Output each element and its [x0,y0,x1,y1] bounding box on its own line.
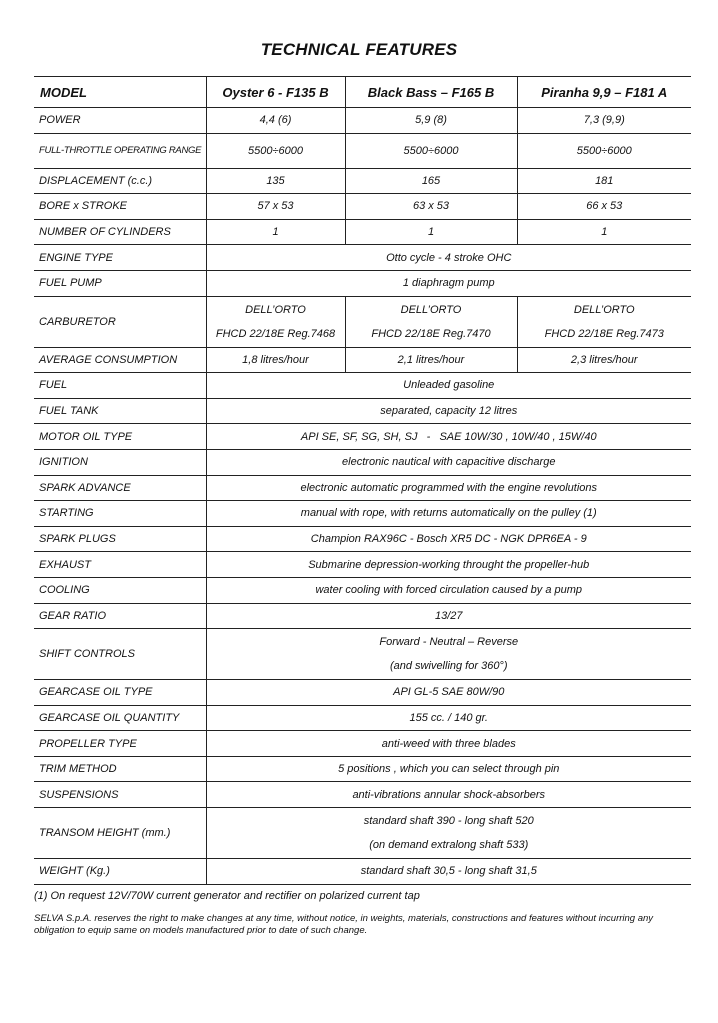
row-label: SPARK PLUGS [34,526,206,552]
row-label: SPARK ADVANCE [34,475,206,501]
row-label: POWER [34,108,206,134]
row-label: FUEL PUMP [34,270,206,296]
row-bore-stroke [34,194,691,220]
row-label: SUSPENSIONS [34,782,206,808]
row-label: GEARCASE OIL TYPE [34,680,206,706]
cell-value: 4,4 (6) [206,108,345,134]
cell-value: water cooling with forced circulation caused by a pump [206,577,691,603]
row-label: TRIM METHOD [34,756,206,782]
cell-value: 5 positions , which you can select through pin [206,756,691,782]
cell-value [206,296,345,347]
cell-value: 155 cc. / 140 gr. [206,705,691,731]
row-starting [34,501,691,527]
row-fuel-tank [34,398,691,424]
cell-value: 63 x 53 [345,194,517,220]
cell-value: 165 [345,168,517,194]
table-header-row [34,77,691,108]
row-transom [34,808,691,859]
cell-line: (and swivelling for 360°) [389,660,508,673]
row-label: BORE x STROKE [34,194,206,220]
cell-value: 5500÷6000 [206,133,345,168]
cell-value [345,296,517,347]
cell-value: Otto cycle - 4 stroke OHC [206,245,691,271]
cell-value: anti-weed with three blades [206,731,691,757]
row-label: FUEL [34,373,206,399]
cell-value: 5500÷6000 [517,133,691,168]
row-displacement [34,168,691,194]
row-label: DISPLACEMENT (c.c.) [34,168,206,194]
cell-line: Forward - Neutral – Reverse [379,636,519,649]
cell-value: API SE, SF, SG, SH, SJ - SAE 10W/30 , 10W/40 , 15W/40 [206,424,691,450]
cell-line: FHCD 22/18E Reg.7468 [215,327,336,340]
header-model-1: Oyster 6 - F135 B [206,77,345,108]
page-title: TECHNICAL FEATURES [260,40,458,59]
row-carburetor [34,296,691,347]
cell-value: Submarine depression-working throught the propeller-hub [206,552,691,578]
cell-line: standard shaft 390 - long shaft 520 [363,815,534,828]
cell-line: DELL’ORTO [245,303,306,316]
row-gear-ratio [34,603,691,629]
cell-value [206,808,691,859]
row-motor-oil [34,424,691,450]
row-consumption [34,347,691,373]
cell-line: FHCD 22/18E Reg.7470 [371,327,491,340]
cell-value: 66 x 53 [517,194,691,220]
row-spark-advance [34,475,691,501]
cell-value: API GL-5 SAE 80W/90 [206,680,691,706]
cell-value: 57 x 53 [206,194,345,220]
row-cylinders [34,219,691,245]
row-suspensions [34,782,691,808]
row-label: IGNITION [34,449,206,475]
cell-line: DELL’ORTO [400,303,462,316]
row-label: ENGINE TYPE [34,245,206,271]
row-cooling [34,577,691,603]
cell-value: 1,8 litres/hour [206,347,345,373]
cell-value: 1 [345,219,517,245]
header-model-2: Black Bass – F165 B [345,77,517,108]
row-ignition [34,449,691,475]
row-weight [34,859,691,885]
cell-value: 135 [206,168,345,194]
row-label: WEIGHT (Kg.) [34,859,206,885]
row-label: COOLING [34,577,206,603]
header-model: MODEL [34,77,206,108]
cell-line: DELL’ORTO [573,303,635,316]
row-exhaust [34,552,691,578]
cell-value: 7,3 (9,9) [517,108,691,134]
cell-value: separated, capacity 12 litres [206,398,691,424]
row-label: FUEL TANK [34,398,206,424]
cell-value: electronic automatic programmed with the engine revolutions [206,475,691,501]
row-label: MOTOR OIL TYPE [34,424,206,450]
row-gearcase-oil [34,680,691,706]
row-propeller [34,731,691,757]
row-engine-type [34,245,691,271]
row-label: AVERAGE CONSUMPTION [34,347,206,373]
row-label: EXHAUST [34,552,206,578]
cell-value: Champion RAX96C - Bosch XR5 DC - NGK DPR6EA - 9 [206,526,691,552]
cell-value: electronic nautical with capacitive discharge [206,449,691,475]
row-gearcase-qty [34,705,691,731]
row-fuel [34,373,691,399]
row-spark-plugs [34,526,691,552]
row-power [34,108,691,134]
disclaimer-text: SELVA S.p.A. reserves the right to make changes at any time, without notice, in weights, materials, constructions and features without incurring any obligation to equip same on models manufactured prior to date of such change. [34,913,654,936]
cell-value: 2,3 litres/hour [517,347,691,373]
cell-value: anti-vibrations annular shock-absorbers [206,782,691,808]
footnotes [34,890,684,937]
row-label: TRANSOM HEIGHT (mm.) [34,808,206,859]
cell-line: (on demand extralong shaft 533) [369,839,529,852]
row-label: FULL-THROTTLE OPERATING RANGE [34,133,206,168]
cell-value: manual with rope, with returns automatically on the pulley (1) [206,501,691,527]
row-label: SHIFT CONTROLS [34,629,206,680]
row-label: PROPELLER TYPE [34,731,206,757]
cell-value: 2,1 litres/hour [345,347,517,373]
row-label: NUMBER OF CYLINDERS [34,219,206,245]
cell-value: 1 [206,219,345,245]
spec-table [34,76,691,885]
cell-value: 1 diaphragm pump [206,270,691,296]
row-rpm [34,133,691,168]
row-shift-controls [34,629,691,680]
cell-line: FHCD 22/18E Reg.7473 [544,327,664,340]
header-model-3: Piranha 9,9 – F181 A [517,77,691,108]
cell-value [206,629,691,680]
cell-value: 1 [517,219,691,245]
row-label: STARTING [34,501,206,527]
row-label: GEAR RATIO [34,603,206,629]
row-fuel-pump [34,270,691,296]
cell-value [517,296,691,347]
row-label: CARBURETOR [34,296,206,347]
row-trim [34,756,691,782]
cell-value: 5,9 (8) [345,108,517,134]
cell-value: 181 [517,168,691,194]
cell-value: standard shaft 30,5 - long shaft 31,5 [206,859,691,885]
cell-value: Unleaded gasoline [206,373,691,399]
cell-value: 5500÷6000 [345,133,517,168]
cell-value: 13/27 [206,603,691,629]
row-label: GEARCASE OIL QUANTITY [34,705,206,731]
footnote-text: (1) On request 12V/70W current generator and rectifier on polarized current tap [34,890,420,902]
